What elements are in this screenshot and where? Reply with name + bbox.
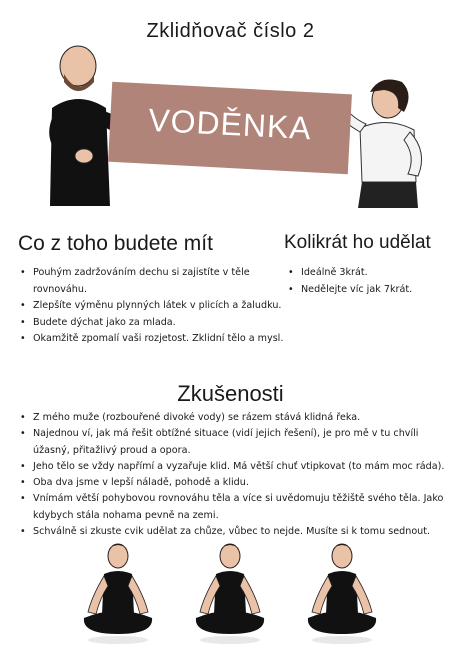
list-item: • Jeho tělo se vždy napřímí a vyzařuje klid. Má větší chuť vtipkovat (to mám moc ráda). [20, 459, 448, 475]
list-item: • Schválně si zkuste cvik udělat za chůze, vůbec to nejde. Musíte si k tomu sednout. [20, 524, 448, 540]
experience-heading: Zkušenosti [177, 381, 284, 406]
meditation-figure-3 [302, 540, 382, 648]
benefits-list [20, 265, 285, 348]
list-item: • Okamžitě zpomalí vaši rozjetost. Zklidní tělo a mysl. [20, 331, 285, 348]
experience-list [20, 410, 448, 540]
benefits-heading: Co z toho budete mít [18, 232, 213, 255]
list-item: • Nedělejte víc jak 7krát. [288, 282, 453, 299]
meditation-figure-2 [190, 540, 270, 648]
frequency-list [288, 265, 453, 298]
list-item: • Z mého muže (rozbouřené divoké vody) se rázem stává klidná řeka. [20, 410, 448, 426]
list-item: • Zlepšíte výměnu plynných látek v plicích a žaludku. [20, 298, 285, 315]
frequency-heading: Kolikrát ho udělat [284, 232, 431, 253]
list-item: • Budete dýchat jako za mlada. [20, 315, 285, 332]
meditation-figure-1 [78, 540, 158, 648]
banner-label: VODĚNKA [147, 101, 313, 147]
list-item: • Pouhým zadržováním dechu si zajistíte v těle rovnováhu. [20, 265, 285, 298]
list-item: • Najednou ví, jak má řešit obtížné situace (vidí jejich řešení), je pro mě v tu chvíli úžasný, přitažlivý proud a opora. [20, 426, 448, 459]
list-item: • Oba dva jsme v lepší náladě, pohodě a klidu. [20, 475, 448, 491]
page-title: Zklidňovač číslo 2 [146, 20, 315, 42]
list-item: • Vnímám větší pohybovou rovnováhu těla a více si uvědomuju těžiště svého těla. Jako kdybych stála nohama pevně na zemi. [20, 491, 448, 524]
list-item: • Ideálně 3krát. [288, 265, 453, 282]
